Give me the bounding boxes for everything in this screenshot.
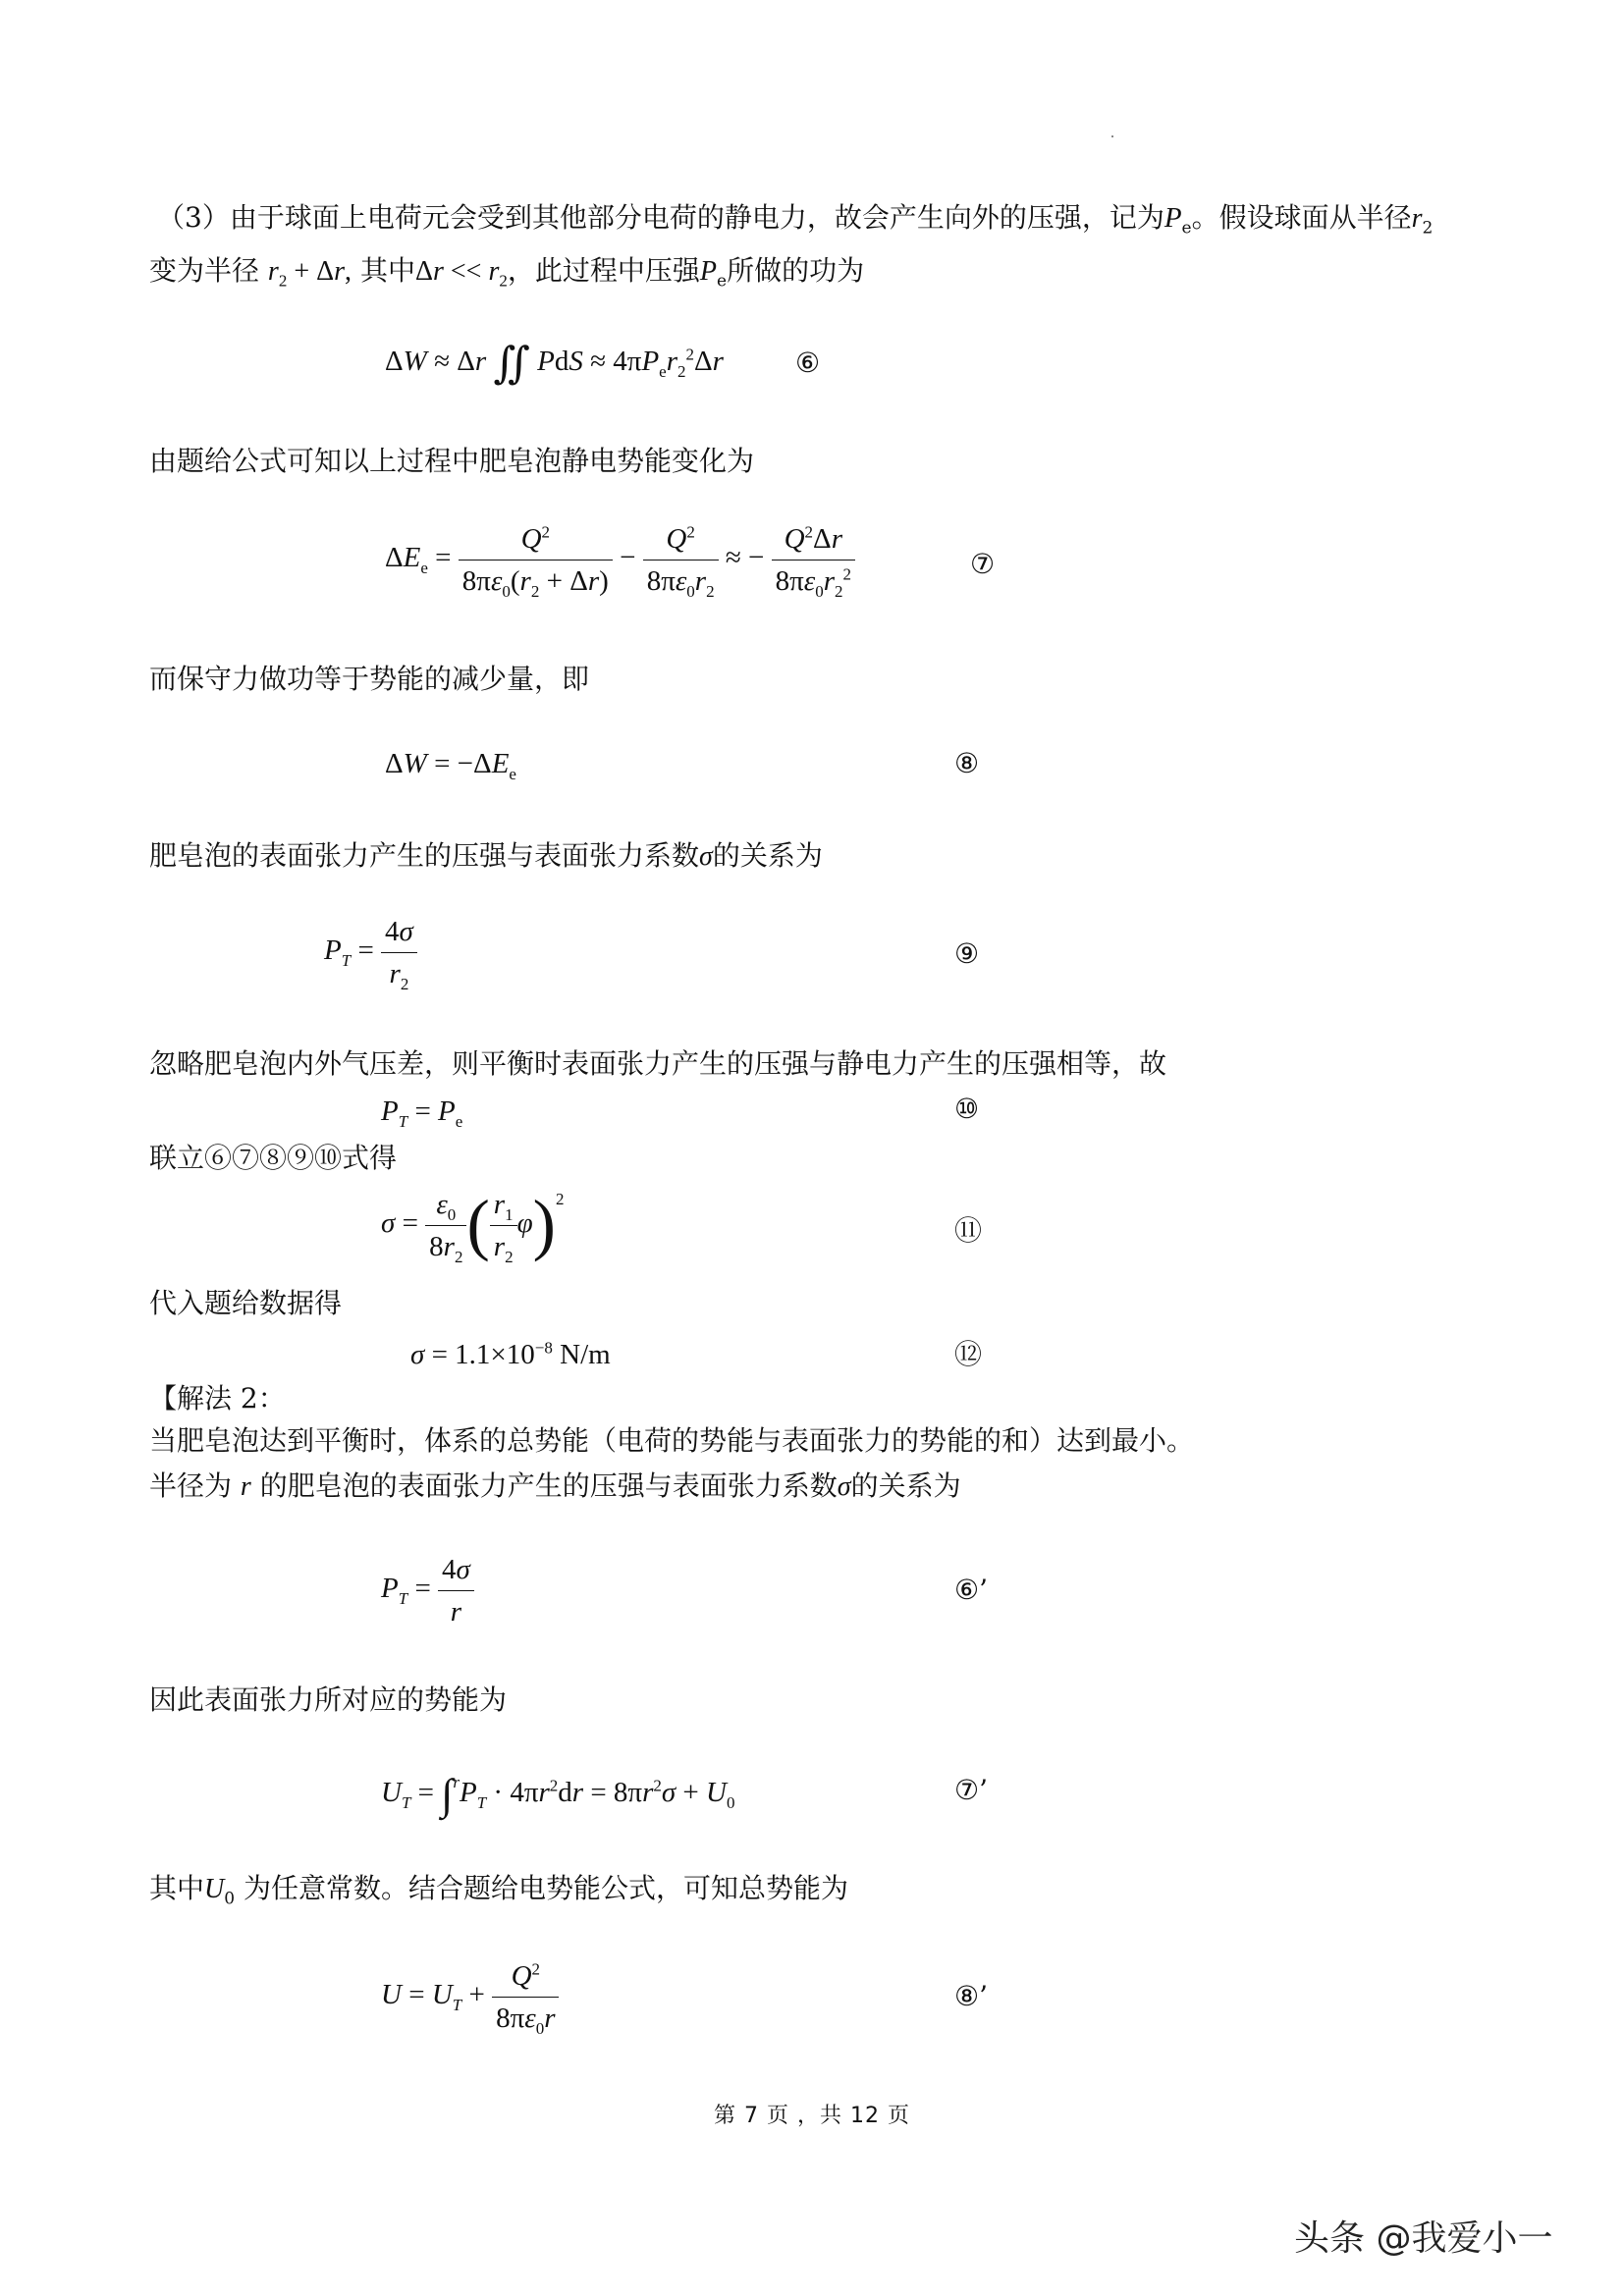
text-substitute: 代入题给数据得: [149, 1287, 343, 1319]
watermark: 头条 @我爱小一: [1294, 2218, 1553, 2259]
equation-number: ⑩: [954, 1093, 980, 1125]
text-segment: 。假设球面从半径: [1191, 201, 1412, 234]
equation-6: ΔW ≈ Δr ∬ PdS ≈ $4\pi P_er_2^2\Delta r$: [385, 339, 724, 388]
text-energy-change: 由题给公式可知以上过程中肥皂泡静电势能变化为: [149, 445, 755, 477]
equation-8: $\Delta W = -\Delta E_e$: [385, 748, 516, 783]
text-segment: 其中: [359, 254, 415, 287]
equation-7: $\Delta E_e$ = $\frac{Q^2}{8\pi\varepsilon_0(r_2 + \Delta r)}$ − $\frac{Q^2}{8\pi\varepsilon_0r_2}$ ≈ − $\frac{Q^2\Delta r}{8\pi\varepsilon_0r_2^2}$: [385, 522, 855, 598]
text-segment: 肥皂泡的表面张力产生的压强与表面张力系数: [149, 839, 700, 872]
equation-number: ⑦’: [954, 1774, 989, 1806]
text-combine: 联立⑥⑦⑧⑨⑩式得: [149, 1142, 398, 1174]
text-segment: 半径为: [149, 1469, 233, 1502]
text-surface-relation: 肥皂泡的表面张力产生的压强与表面张力系数σ的关系为: [149, 839, 823, 872]
text-equilibrium: 当肥皂泡达到平衡时，体系的总势能（电荷的势能与表面张力的势能的和）达到最小。: [149, 1424, 1195, 1457]
scan-speck: [1111, 135, 1113, 137]
equation-number: ⑨: [954, 937, 980, 970]
equation-number: ⑫: [954, 1338, 983, 1370]
text-method2: 【解法 2：: [149, 1382, 286, 1415]
equation-7-prime: $U_T = \int^rP_T \cdot 4\pi r^2dr = 8\pi r^2\sigma + U_0$: [381, 1770, 735, 1819]
equation-8-prime: $U = U_T$ + $\frac{Q^2}{8\pi\varepsilon_0r}$: [381, 1959, 559, 2035]
result-unit: N/m: [560, 1339, 611, 1370]
equation-number: ⑧: [954, 747, 980, 779]
text-segment: 的肥皂泡的表面张力产生的压强与表面张力系数: [259, 1469, 838, 1502]
text-segment: 为任意常数。结合题给电势能公式，可知总势能为: [243, 1872, 848, 1904]
text-ignore: 忽略肥皂泡内外气压差，则平衡时表面张力产生的压强与静电力产生的压强相等，故: [149, 1047, 1167, 1080]
text-segment: （3）由于球面上电荷元会受到其他部分电荷的静电力，故会产生向外的压强，记为: [157, 201, 1164, 234]
equation-6-prime: $P_T$ = $\frac{4\sigma}{r}$: [381, 1553, 474, 1629]
text-segment: 变为半径: [149, 254, 260, 287]
equation-number: ⑧’: [954, 1980, 989, 2012]
text-segment: ，此过程中压强: [507, 254, 700, 287]
text-conservative: 而保守力做功等于势能的减少量，即: [149, 663, 590, 695]
text-segment: 的关系为: [850, 1469, 961, 1502]
page-footer: 第 7 页 ，共 12 页: [714, 2104, 910, 2128]
text-segment: 所做的功为: [727, 254, 865, 287]
equation-number: ⑥’: [954, 1574, 989, 1606]
paragraph-3-line-2: 变为半径 $r_2 + \Delta r$, 其中$\Delta r << r_2$，此过程中压强$P_e$所做的功为: [149, 254, 865, 292]
result-value: 1.1×10: [455, 1339, 535, 1370]
equation-number: ⑦: [970, 548, 996, 580]
text-segment: 其中: [149, 1872, 205, 1904]
equation-12: $\sigma = 1.1\times 10^{-8}$ N/m: [410, 1338, 611, 1370]
equation-number: ⑥: [795, 347, 821, 379]
result-exponent: −8: [534, 1338, 553, 1358]
paragraph-3-line-1: （3）由于球面上电荷元会受到其他部分电荷的静电力，故会产生向外的压强，记为$P_e$。假设球面从半径$r_2$: [157, 201, 1434, 239]
text-radius-relation: 半径为 r 的肥皂泡的表面张力产生的压强与表面张力系数σ的关系为: [149, 1469, 961, 1502]
equation-number: ⑪: [954, 1214, 983, 1247]
equation-10: $P_T = P_e$: [381, 1095, 463, 1131]
text-potential: 因此表面张力所对应的势能为: [149, 1683, 508, 1716]
equation-9: $P_T$ = $\frac{4\sigma}{r_2}$: [324, 915, 417, 990]
text-constant: 其中$U_0$ 为任意常数。结合题给电势能公式，可知总势能为: [149, 1872, 848, 1909]
text-segment: 的关系为: [712, 839, 823, 872]
equation-11: σ = $\frac{\varepsilon_0}{8r_2}$ ( $\frac{r_1}{r_2}$ φ)$^2$: [381, 1187, 565, 1266]
